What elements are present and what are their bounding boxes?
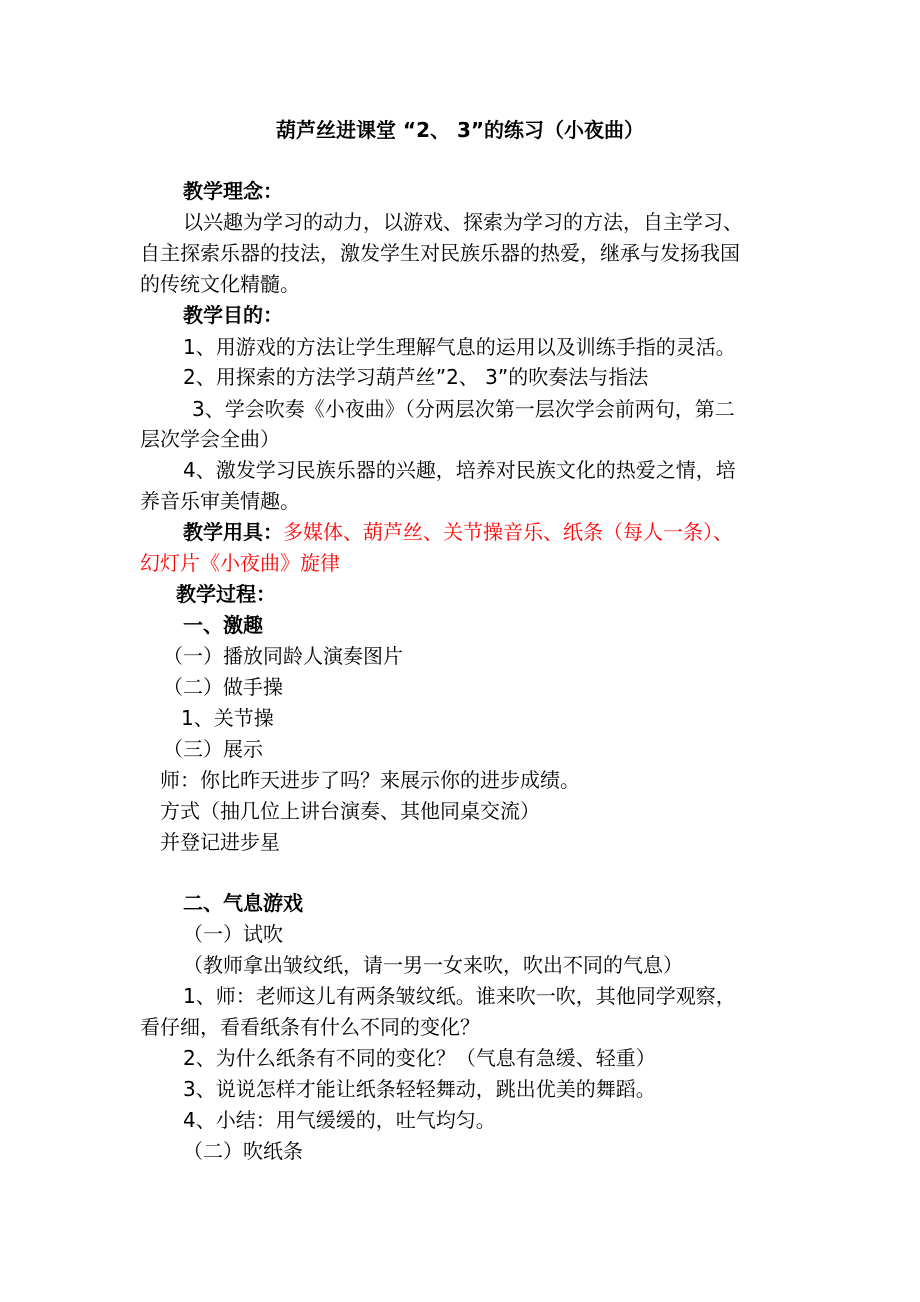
- part1-line: （一）播放同龄人演奏图片: [163, 644, 403, 668]
- goal-line: 养音乐审美情趣。: [140, 489, 300, 513]
- part1-line: 并登记进步星: [160, 830, 280, 854]
- goal-line: 层次学会全曲）: [140, 427, 280, 451]
- goal-line: 2、用探索的方法学习葫芦丝”2、 3”的吹奏法与指法: [183, 365, 649, 389]
- part1-line: 1、关节操: [181, 706, 274, 730]
- concept-line: 的传统文化精髓。: [140, 272, 300, 296]
- part1-line: （三）展示: [163, 737, 263, 761]
- part2-line: （教师拿出皱纹纸，请一男一女来吹，吹出不同的气息）: [183, 953, 683, 977]
- tools-heading: 教学用具：: [183, 520, 283, 544]
- concept-line: 自主探索乐器的技法，激发学生对民族乐器的热爱，继承与发扬我国: [140, 241, 740, 265]
- part2-line: 3、说说怎样才能让纸条轻轻舞动，跳出优美的舞蹈。: [183, 1077, 656, 1101]
- document-title: 葫芦丝进课堂 “2、 3”的练习（小夜曲）: [275, 118, 645, 142]
- process-heading: 教学过程：: [176, 582, 276, 606]
- goal-line: 3、学会吹奏《小夜曲》（分两层次第一层次学会前两句，第二: [192, 397, 735, 421]
- part1-line: 方式（抽几位上讲台演奏、其他同桌交流）: [160, 799, 540, 823]
- goals-heading: 教学目的：: [183, 303, 283, 327]
- part2-line: 2、为什么纸条有不同的变化？（气息有急缓、轻重）: [183, 1046, 656, 1070]
- part2-line: 4、小结：用气缓缓的，吐气均匀。: [183, 1108, 496, 1132]
- tools-line: [183, 519, 733, 545]
- concept-line: 以兴趣为学习的动力，以游戏、探索为学习的方法，自主学习、: [183, 210, 743, 234]
- part2-line: （二）吹纸条: [183, 1139, 303, 1163]
- tools-list: 多媒体、葫芦丝、关节操音乐、纸条（每人一条）、: [283, 520, 733, 544]
- part2-heading: 二、气息游戏: [183, 891, 303, 915]
- tools-list-continued: 幻灯片《小夜曲》旋律: [140, 551, 340, 575]
- concept-heading: 教学理念：: [183, 179, 283, 203]
- goal-line: 4、激发学习民族乐器的兴趣，培养对民族文化的热爱之情，培: [183, 458, 736, 482]
- part1-line: 师：你比昨天进步了吗？来展示你的进步成绩。: [160, 768, 580, 792]
- part2-line: 1、师：老师这儿有两条皱纹纸。谁来吹一吹，其他同学观察，: [183, 984, 736, 1008]
- part2-line: （一）试吹: [183, 922, 283, 946]
- part2-line: 看仔细，看看纸条有什么不同的变化？: [140, 1015, 480, 1039]
- part1-heading: 一、激趣: [183, 613, 263, 637]
- part1-line: （二）做手操: [163, 675, 283, 699]
- goal-line: 1、用游戏的方法让学生理解气息的运用以及训练手指的灵活。: [183, 335, 736, 359]
